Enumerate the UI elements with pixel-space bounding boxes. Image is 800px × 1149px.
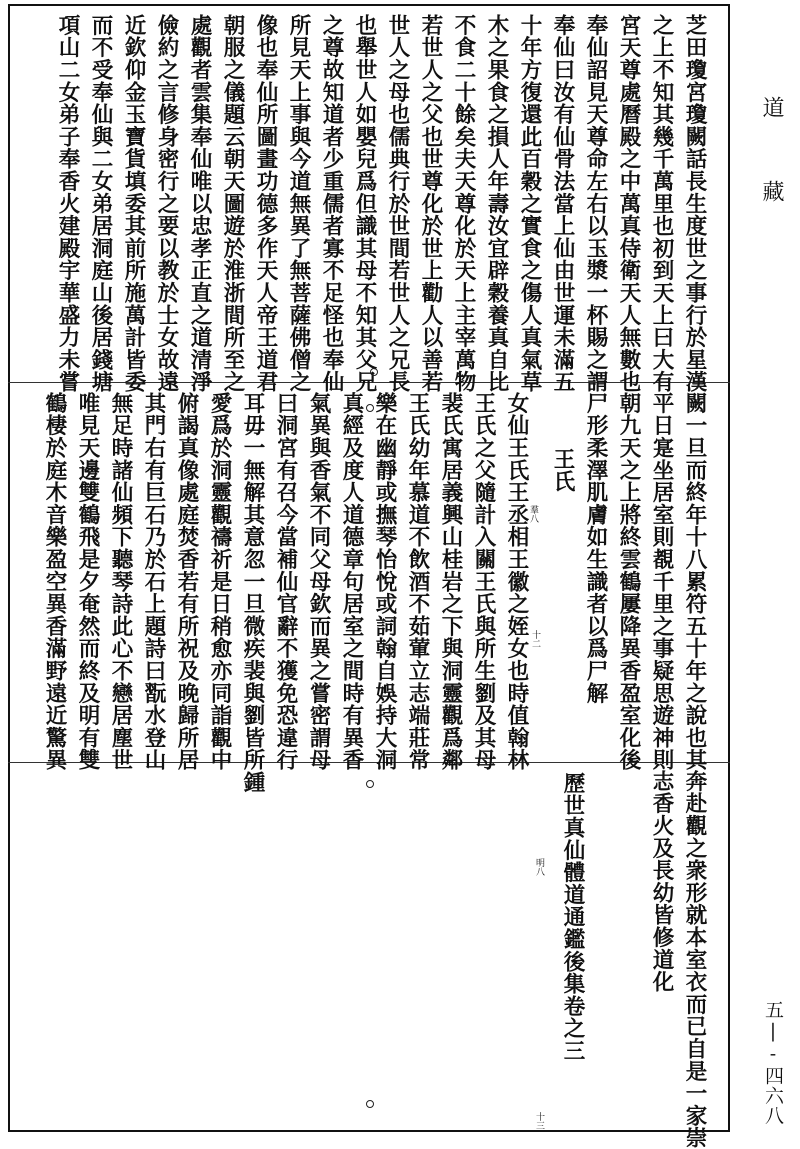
middle-column-10: 樂在幽靜或撫琴怡悅或詞翰自娛持大洞 — [372, 392, 397, 772]
top-column-17: 儉約之言修身密行之要以教於士女故遠 — [154, 14, 179, 394]
top-column-20: 項山二女弟子奉香火建殿宇華盛力未嘗 — [55, 14, 80, 394]
volume-title: 歷世真仙體道通鑑後集卷之三 — [560, 772, 585, 1062]
circle-mark-lower-2 — [366, 1100, 374, 1108]
middle-column-7: 王氏之父隨計入關王氏與所生劉及其母 — [471, 392, 496, 772]
wang-note: 羣八 — [528, 505, 538, 523]
middle-column-12: 氣異與香氣不同父母欽而異之嘗密謂母 — [306, 392, 331, 772]
top-column-6: 十年方復還此百穀之實食之傷人真氣草 — [517, 14, 542, 394]
volume-label: 明八 — [534, 858, 544, 876]
top-column-13: 所見天上事與今道無異了無菩薩佛僧之 — [286, 14, 311, 394]
top-column-18: 近欽仰金玉寶貨填委其前所施萬計皆委 — [121, 14, 146, 394]
bottom-column-2: 志香火及長幼皆修道化 — [649, 770, 674, 993]
top-column-16: 處觀者雲集奉仙唯以忠孝正直之道清淨 — [187, 14, 212, 394]
top-column-14: 像也奉仙所圖畫功德多作天人帝王道君 — [253, 14, 278, 394]
middle-column-6: 女仙王氏王丞相王徽之姪女也時值翰林 — [504, 392, 529, 772]
top-column-5: 奉仙曰汝有仙骨法當上仙由世運未滿五 — [550, 14, 575, 394]
circle-mark-top — [370, 368, 378, 376]
top-column-11: 也舉世人如嬰兒爲但識其母不知其父兄 — [352, 14, 377, 394]
collection-char-dao: 道 — [759, 96, 784, 118]
top-column-9: 若世人之父也世尊化於世上勸人以善若 — [418, 14, 443, 394]
middle-column-8: 裴氏寓居義興山桂岩之下與洞靈觀爲鄰 — [438, 392, 463, 772]
middle-column-1: 闕一旦而終年十八累符五十年之說也其 — [682, 392, 707, 772]
top-column-4: 奉仙詔見天尊命左右以玉漿一杯賜之謂 — [583, 14, 608, 394]
middle-column-18: 無足時諸仙頻下聽琴詩此心不戀居塵世 — [108, 392, 133, 772]
middle-column-16: 俯謁真像處庭焚香若有所祝及晚歸所居 — [174, 392, 199, 772]
middle-column-13: 曰洞宮有召今當補仙官辭不獲免恐違行 — [273, 392, 298, 772]
middle-column-wang-heading: 王氏 — [550, 448, 575, 493]
circle-mark-middle — [366, 404, 374, 412]
top-column-3: 宮天尊處曆殿之中萬真侍衛天人無數也 — [616, 14, 641, 394]
middle-column-11: 真經及度人道德章句居室之間時有異香 — [339, 392, 364, 772]
top-column-10: 世人之母也儒典行於世間若世人之兄長 — [385, 14, 410, 394]
top-column-2: 之上不知其幾千萬里也初到天上曰大有 — [649, 14, 674, 394]
circle-mark-lower-1 — [366, 780, 374, 788]
middle-page-mark: 十二 — [530, 630, 540, 648]
middle-column-3: 朝九天之上將終雲鶴屢降異香盈室化後 — [616, 392, 641, 772]
middle-column-4: 尸形柔澤肌膚如生識者以爲尸解 — [583, 392, 608, 705]
middle-column-20: 鶴棲於庭木音樂盈空異香滿野遠近驚異 — [42, 392, 67, 772]
middle-column-15: 愛爲於洞靈觀禱祈是日稍愈亦同詣觀中 — [207, 392, 232, 772]
top-column-1: 芝田瓊宮瓊闕話長生度世之事行於星漢 — [682, 14, 707, 394]
top-column-12: 之尊故知道者少重儒者寡不足怪也奉仙 — [319, 14, 344, 394]
folio-number: 五|-四六八 — [762, 1000, 784, 1126]
collection-char-zang: 藏 — [759, 180, 784, 202]
top-column-8: 不食二十餘矣夫天尊化於天上主宰萬物 — [451, 14, 476, 394]
top-column-15: 朝服之儀題云朝天圖遊於淮浙間所至之 — [220, 14, 245, 394]
middle-column-2: 平日寔坐居室則覩千里之事疑思遊神則 — [649, 392, 674, 772]
middle-column-17: 其門右有巨石乃於石上題詩曰翫水登山 — [141, 392, 166, 772]
top-column-7: 木之果食之損人年壽汝宜辟穀養真自比 — [484, 14, 509, 394]
middle-column-19: 唯見天邊雙鶴飛是夕奄然而終及明有雙 — [75, 392, 100, 772]
middle-column-14: 耳毋一無解其意忽一旦微疾裴與劉皆所鍾 — [240, 392, 265, 794]
middle-column-9: 王氏幼年慕道不飲酒不茹葷立志端莊常 — [405, 392, 430, 772]
top-column-19: 而不受奉仙與二女弟居洞庭山後居錢塘 — [88, 14, 113, 394]
bottom-column-1: 奔赴觀之衆形就本室衣而已自是一家崇 — [682, 770, 707, 1149]
volume-page-mark: 十三 — [534, 1112, 544, 1130]
